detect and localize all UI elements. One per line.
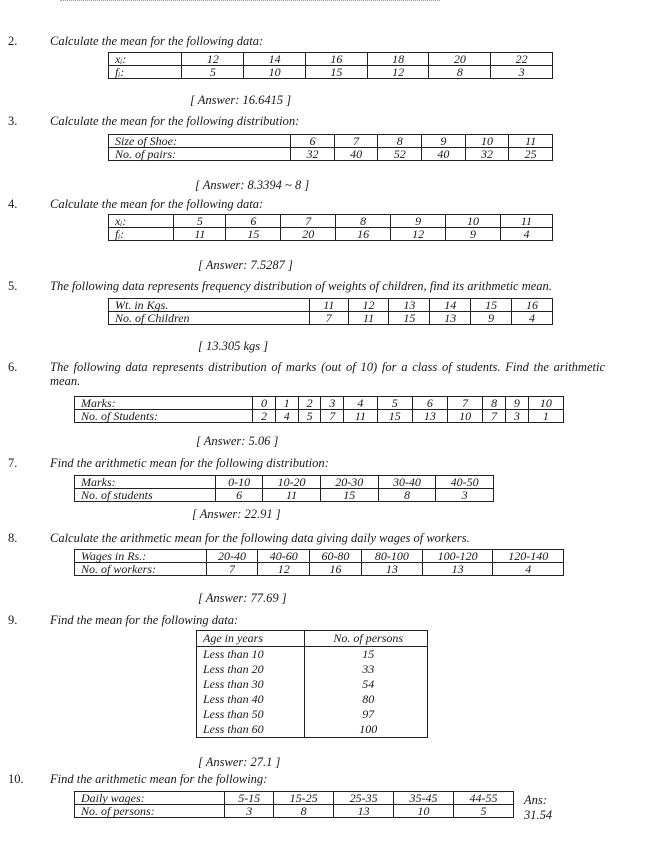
table-row [75, 476, 494, 489]
table-cell: 15-25 [274, 792, 334, 805]
table-row [109, 66, 553, 79]
table-cell: 15 [377, 410, 412, 423]
table-cell: 32 [291, 148, 335, 161]
table-cell: 9 [422, 135, 466, 148]
table-cell: 13 [422, 563, 493, 576]
row-header: xᵢ: [109, 53, 182, 66]
table-cell: 97 [305, 707, 428, 722]
table-cell: 1 [528, 410, 563, 423]
table-cell: 5 [377, 397, 412, 410]
table-row [75, 792, 514, 805]
answer: [ Answer: 16.6415 ] [190, 93, 292, 107]
table-cell: 6 [226, 215, 281, 228]
table-cell: 7 [448, 397, 483, 410]
table-cell: 7 [321, 410, 344, 423]
table-cell: 10-20 [263, 476, 321, 489]
table-cell: 16 [310, 563, 362, 576]
table-cell: 10 [448, 410, 483, 423]
table-cell: 14 [430, 299, 471, 312]
table-cell: 100-120 [422, 550, 493, 563]
table-cell: 0-10 [216, 476, 263, 489]
table-cell: 60-80 [310, 550, 362, 563]
table-cell: 120-140 [493, 550, 564, 563]
table-cell: 11 [174, 228, 226, 241]
table-cell: 52 [378, 148, 422, 161]
table-row [75, 563, 564, 576]
table-cell: 15 [471, 299, 512, 312]
question-number: 4. [8, 197, 18, 211]
table-cell: 18 [367, 53, 429, 66]
table-cell: 11 [344, 410, 377, 423]
table-cell: 6 [216, 489, 263, 502]
question-number: 2. [8, 34, 18, 48]
table-cell: 7 [309, 312, 348, 325]
table-cell: 12 [182, 53, 244, 66]
table-cell: 11 [348, 312, 389, 325]
row-header: xᵢ: [109, 215, 174, 228]
row-header: Marks: [75, 397, 253, 410]
answer: [ Answer: 7.5287 ] [198, 258, 293, 272]
table-row [109, 135, 553, 148]
question-text: Find the arithmetic mean for the following: [50, 772, 268, 786]
table-cell: 12 [348, 299, 389, 312]
row-header: fᵢ: [109, 66, 182, 79]
table-cell: 3 [321, 397, 344, 410]
table-cell: 11 [263, 489, 321, 502]
table-cell: 15 [389, 312, 430, 325]
table-cell: 9 [446, 228, 501, 241]
table-cell: Less than 30 [203, 677, 264, 691]
answer: [ Answer: 8.3394 ~ 8 ] [195, 178, 310, 192]
row-header: Size of Shoe: [109, 135, 291, 148]
answer: [ Answer: 5.06 ] [196, 434, 279, 448]
table-cell: 33 [305, 662, 428, 677]
data-table [108, 214, 553, 241]
row-header: Daily wages: [75, 792, 225, 805]
question-text: Find the arithmetic mean for the following distribution: [50, 456, 329, 470]
table-cell: 4 [493, 563, 564, 576]
table-cell: 13 [361, 563, 422, 576]
table-cell: 7 [206, 563, 258, 576]
table-cell: 4 [344, 397, 377, 410]
question-text: The following data represents frequency distribution of weights of children, find its arithmetic mean. [50, 279, 552, 293]
table-cell: 14 [244, 53, 306, 66]
table-cell: 40-60 [258, 550, 310, 563]
top-dotted-line [60, 0, 440, 4]
table-cell: 32 [465, 148, 509, 161]
table-cell: 10 [244, 66, 306, 79]
table-cell: 13 [389, 299, 430, 312]
table-cell: 54 [305, 677, 428, 692]
table-cell: 12 [391, 228, 446, 241]
question-text: Calculate the mean for the following data: [50, 34, 264, 48]
table-cell: 6 [412, 397, 447, 410]
data-table [108, 52, 553, 79]
table-cell: 3 [225, 805, 274, 818]
table-cell: 8 [378, 135, 422, 148]
table-row [75, 489, 494, 502]
answer: [ Answer: 22.91 ] [192, 507, 281, 521]
question-text: Find the mean for the following data: [50, 613, 239, 627]
row-header: Wages in Rs.: [75, 550, 207, 563]
answer-label: Ans: [524, 793, 547, 807]
table-cell: 12 [367, 66, 429, 79]
row-header: fᵢ: [109, 228, 174, 241]
table-cell: 8 [429, 66, 491, 79]
table-cell: 16 [305, 53, 367, 66]
table-row [109, 228, 553, 241]
table-cell: 10 [465, 135, 509, 148]
table-cell: 20 [281, 228, 336, 241]
table-cell: 7 [334, 135, 378, 148]
table-cell: 20 [429, 53, 491, 66]
question-text: The following data represents distribution of marks (out of 10) for a class of students. Find the arithmetic mean. [50, 360, 605, 388]
table-row [75, 550, 564, 563]
table-row [109, 312, 553, 325]
table-cell: 11 [309, 299, 348, 312]
table-row [109, 53, 553, 66]
table-cell: 20-30 [320, 476, 378, 489]
table-cell: Less than 60 [203, 722, 264, 736]
table-cell: 44-55 [454, 792, 514, 805]
table-cell: 5 [174, 215, 226, 228]
table-row [109, 148, 553, 161]
table-cell: 7 [483, 410, 506, 423]
question-number: 7. [8, 456, 18, 470]
table-cell: 16 [512, 299, 553, 312]
table-cell: 5-15 [225, 792, 274, 805]
question-text: Calculate the mean for the following data: [50, 197, 264, 211]
data-table [74, 396, 564, 423]
table-cell: 80-100 [361, 550, 422, 563]
table-row [109, 299, 553, 312]
table-cell: 25-35 [334, 792, 394, 805]
table-row [75, 410, 564, 423]
table-cell: 2 [253, 410, 276, 423]
question-text: Calculate the arithmetic mean for the following data giving daily wages of workers. [50, 531, 470, 545]
table-cell: 80 [305, 692, 428, 707]
question-number: 9. [8, 613, 18, 627]
table-cell: 16 [336, 228, 391, 241]
question-number: 6. [8, 360, 18, 374]
question-number: 8. [8, 531, 18, 545]
table-cell: Less than 10 [203, 647, 264, 661]
table-cell: 12 [258, 563, 310, 576]
column-header: No. of persons [305, 631, 428, 647]
table-cell: 0 [253, 397, 276, 410]
table-cell: 5 [298, 410, 321, 423]
table-row [197, 692, 428, 707]
table-row [197, 631, 428, 647]
table-cell: 8 [483, 397, 506, 410]
data-table [74, 475, 494, 502]
table-cell: 13 [334, 805, 394, 818]
data-table [74, 791, 514, 818]
table-cell: 25 [509, 148, 553, 161]
table-row [75, 805, 514, 818]
table-row [197, 677, 428, 692]
table-row [109, 215, 553, 228]
table-cell: 15 [320, 489, 378, 502]
table-row [197, 722, 428, 738]
table-cell: 6 [291, 135, 335, 148]
table-cell: 15 [305, 647, 428, 663]
table-cell: 8 [274, 805, 334, 818]
table-cell: 1 [275, 397, 298, 410]
column-header: Age in years [197, 631, 305, 647]
table-cell: 2 [298, 397, 321, 410]
table-cell: 4 [500, 228, 552, 241]
row-header: No. of Children [109, 312, 310, 325]
table-cell: 30-40 [378, 476, 436, 489]
table-cell: 22 [491, 53, 553, 66]
table-cell: 3 [505, 410, 528, 423]
table-cell: 4 [275, 410, 298, 423]
table-cell: 10 [394, 805, 454, 818]
question-number: 3. [8, 114, 18, 128]
table-cell: 40 [422, 148, 466, 161]
table-cell: 5 [182, 66, 244, 79]
row-header: No. of pairs: [109, 148, 291, 161]
question-number: 5. [8, 279, 18, 293]
data-table [74, 549, 564, 576]
table-cell: 8 [336, 215, 391, 228]
row-header: No. of Students: [75, 410, 253, 423]
answer-value: 31.54 [524, 808, 553, 822]
table-cell: 4 [512, 312, 553, 325]
table-row [197, 662, 428, 677]
table-cell: 15 [305, 66, 367, 79]
table-cell: 9 [391, 215, 446, 228]
table-cell: 13 [412, 410, 447, 423]
answer: [ 13.305 kgs ] [198, 339, 269, 353]
table-cell: Less than 40 [203, 692, 264, 706]
answer: [ Answer: 27.1 ] [198, 755, 281, 769]
answer: [ Answer: 77.69 ] [198, 591, 287, 605]
table-cell: 5 [454, 805, 514, 818]
data-table [108, 298, 553, 325]
table-row [197, 647, 428, 663]
table-cell: 7 [281, 215, 336, 228]
table-cell: Less than 50 [203, 707, 264, 721]
table-cell: 100 [305, 722, 428, 738]
table-cell: 9 [505, 397, 528, 410]
question-text: Calculate the mean for the following distribution: [50, 114, 300, 128]
row-header: No. of workers: [75, 563, 207, 576]
table-cell: 8 [378, 489, 436, 502]
table-cell: 13 [430, 312, 471, 325]
table-cell: 3 [436, 489, 494, 502]
question-number: 10. [8, 772, 24, 786]
table-cell: 9 [471, 312, 512, 325]
table-row [75, 397, 564, 410]
row-header: Marks: [75, 476, 216, 489]
row-header: No. of persons: [75, 805, 225, 818]
row-header: No. of students [75, 489, 216, 502]
table-row [197, 707, 428, 722]
table-cell: 40-50 [436, 476, 494, 489]
table-cell: 11 [509, 135, 553, 148]
table-cell: Less than 20 [203, 662, 264, 676]
table-cell: 15 [226, 228, 281, 241]
row-header: Wt. in Kgs. [109, 299, 310, 312]
table-cell: 10 [528, 397, 563, 410]
table-cell: 10 [446, 215, 501, 228]
table-cell: 11 [500, 215, 552, 228]
table-cell: 20-40 [206, 550, 258, 563]
data-table [108, 134, 553, 161]
data-table [196, 630, 428, 738]
table-cell: 3 [491, 66, 553, 79]
table-cell: 35-45 [394, 792, 454, 805]
table-cell: 40 [334, 148, 378, 161]
